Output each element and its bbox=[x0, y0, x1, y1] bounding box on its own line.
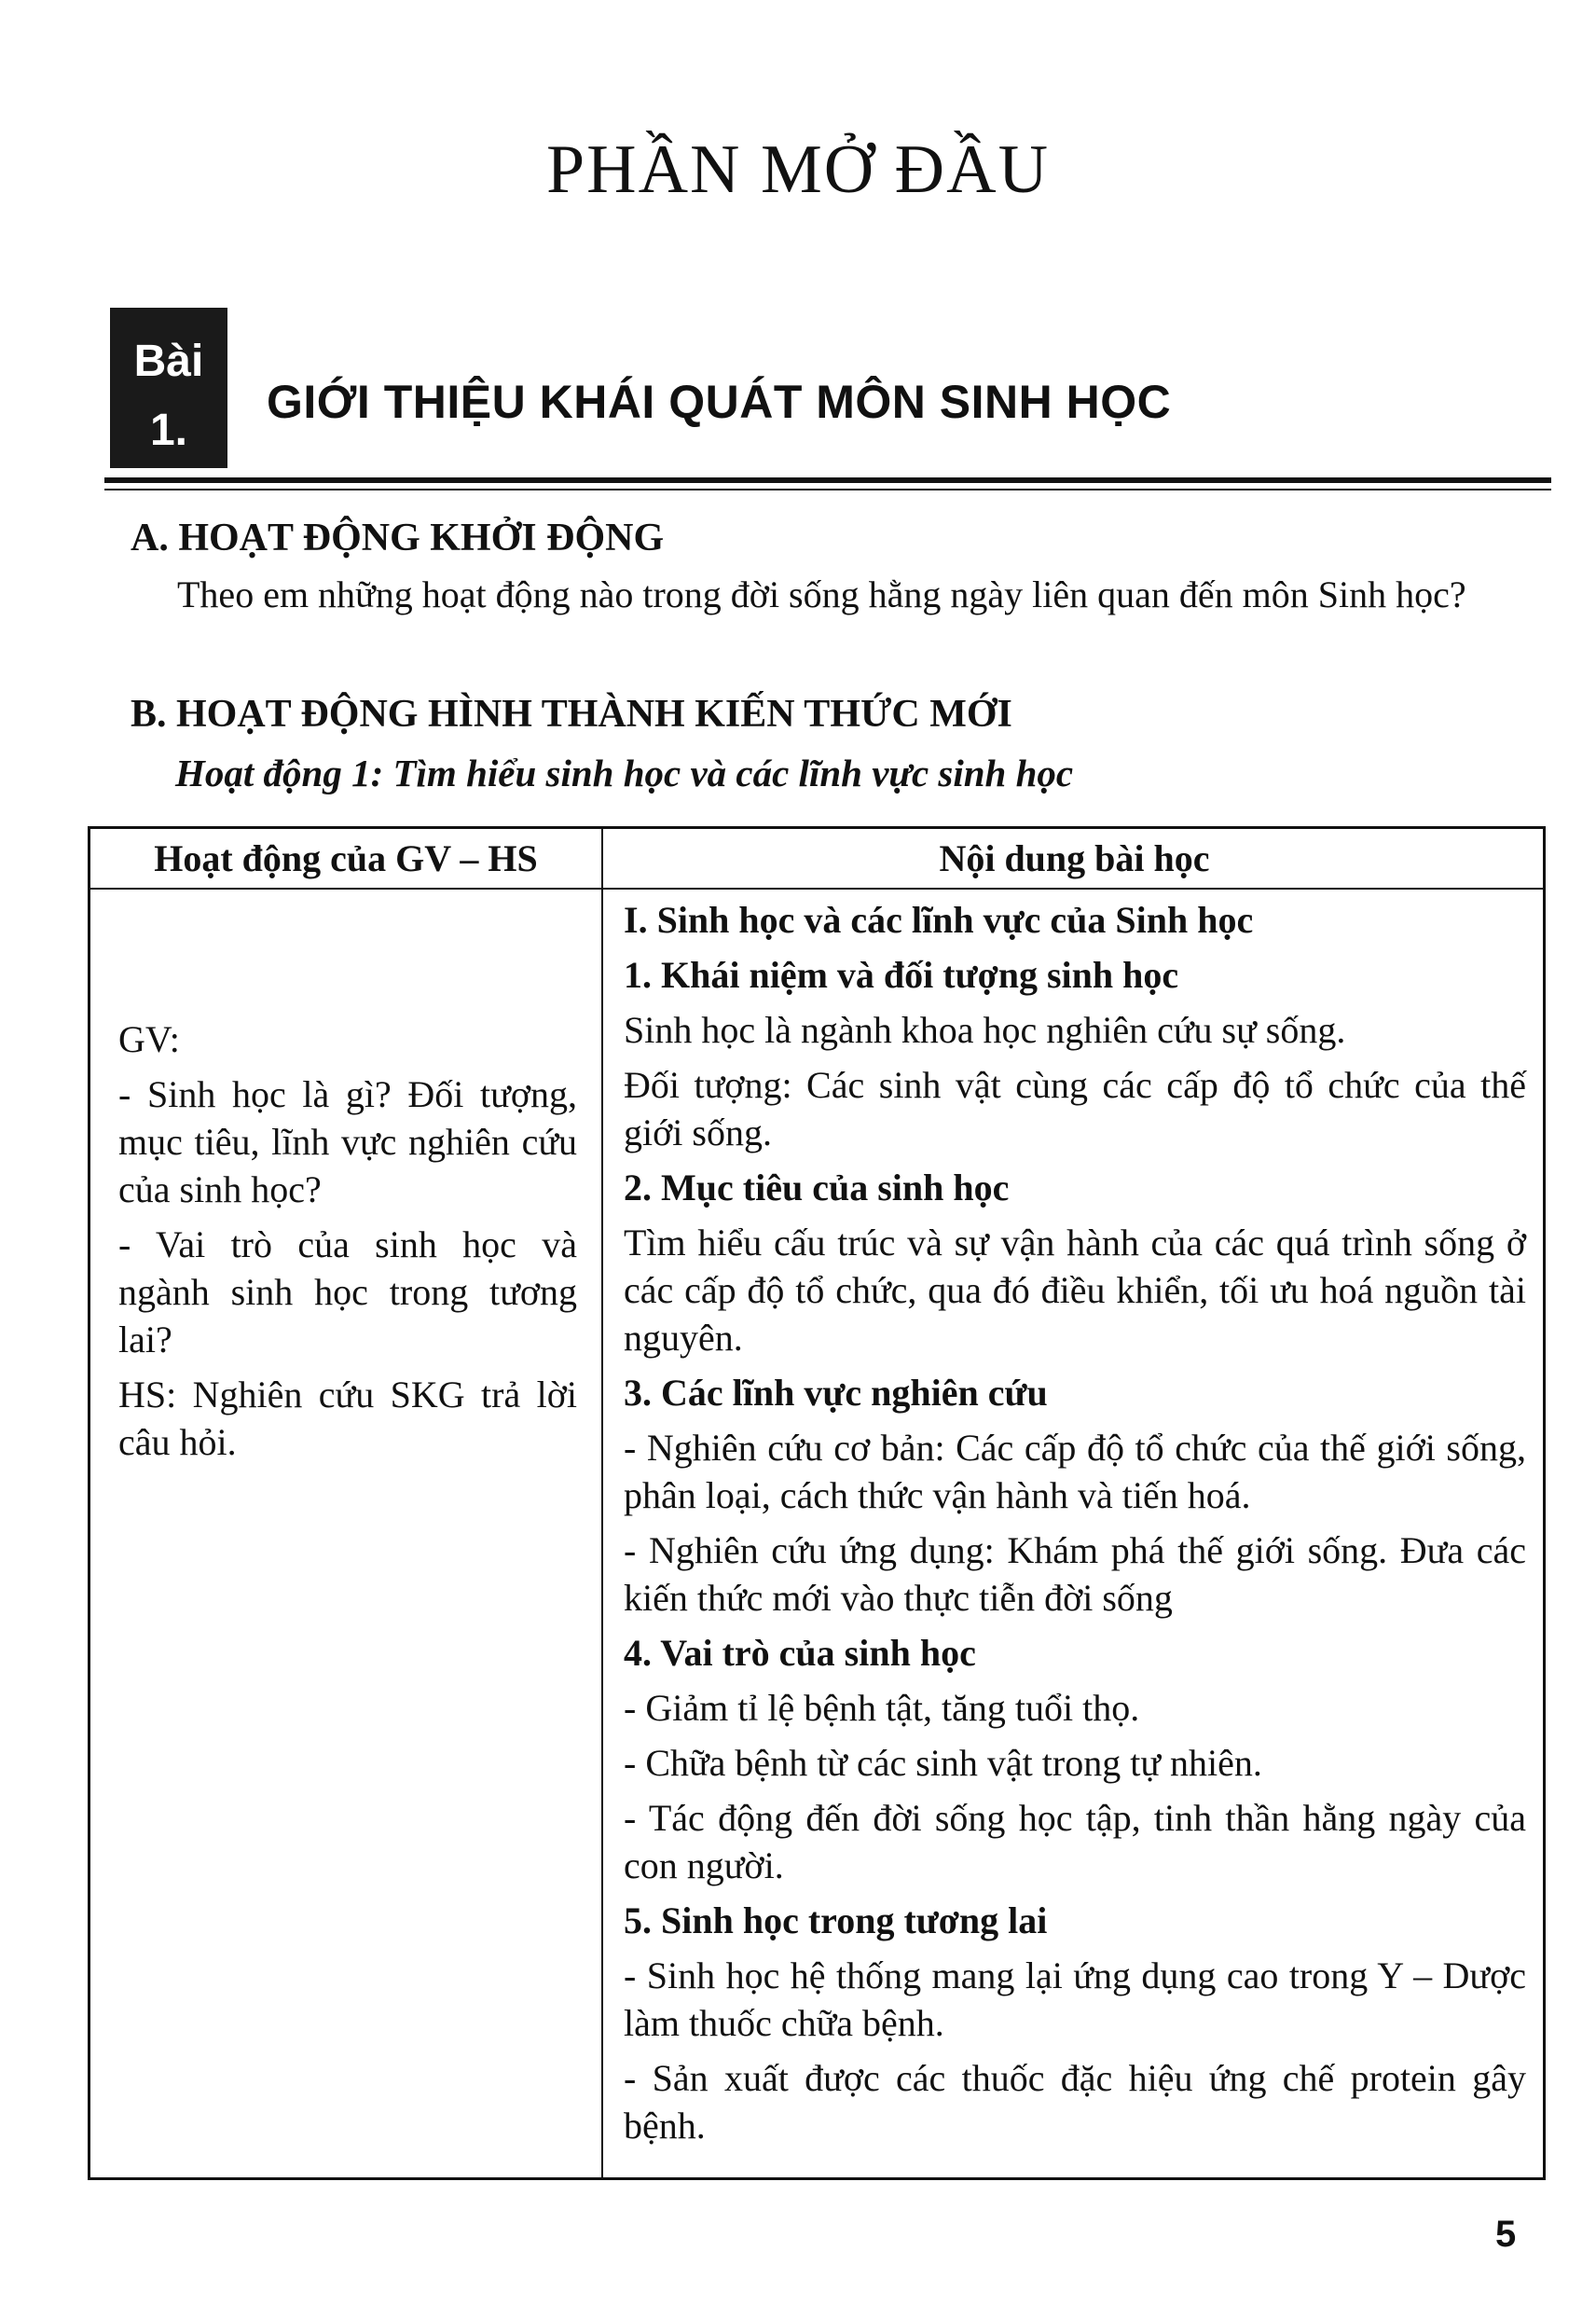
content-heading-5: 5. Sinh học trong tương lai bbox=[624, 1899, 1048, 1941]
content-paragraph: - Chữa bệnh từ các sinh vật trong tự nhiên. bbox=[624, 1742, 1262, 1784]
content-paragraph: Đối tượng: Các sinh vật cùng các cấp độ tổ chức của thế giới sống. bbox=[624, 1064, 1526, 1153]
lesson-table bbox=[88, 826, 1546, 2180]
content-heading-1: 1. Khái niệm và đối tượng sinh học bbox=[624, 954, 1179, 996]
title-rule-thick bbox=[104, 477, 1551, 483]
content-paragraph: - Tác động đến đời sống học tập, tinh thần hằng ngày của con người. bbox=[624, 1797, 1526, 1886]
content-paragraph: - Nghiên cứu ứng dụng: Khám phá thế giới sống. Đưa các kiến thức mới vào thực tiễn đời sống bbox=[624, 1529, 1526, 1619]
table-header-content: Nội dung bài học bbox=[939, 837, 1210, 879]
content-heading-4: 4. Vai trò của sinh học bbox=[624, 1632, 976, 1674]
section-b-heading: B. HOẠT ĐỘNG HÌNH THÀNH KIẾN THỨC MỚI bbox=[131, 693, 1012, 736]
gv-question-2: - Vai trò của sinh học và ngành sinh học trong tương lai? bbox=[118, 1223, 577, 1360]
hs-instruction: HS: Nghiên cứu SKG trả lời câu hỏi. bbox=[118, 1374, 577, 1463]
section-a-text: Theo em những hoạt động nào trong đời sống hằng ngày liên quan đến môn Sinh học? bbox=[177, 573, 1466, 615]
table-right-column bbox=[624, 896, 1526, 2157]
section-a-heading: A. HOẠT ĐỘNG KHỞI ĐỘNG bbox=[131, 517, 665, 559]
activity-title: Hoạt động 1: Tìm hiểu sinh học và các lĩnh vực sinh học bbox=[175, 752, 1074, 794]
table-header-teacher-student: Hoạt động của GV – HS bbox=[154, 837, 538, 879]
content-heading-3: 3. Các lĩnh vực nghiên cứu bbox=[624, 1372, 1048, 1414]
content-heading-2: 2. Mục tiêu của sinh học bbox=[624, 1167, 1010, 1208]
table-column-divider bbox=[601, 829, 603, 2177]
gv-question-1: - Sinh học là gì? Đối tượng, mục tiêu, lĩnh vực nghiên cứu của sinh học? bbox=[118, 1073, 577, 1210]
page-number: 5 bbox=[1495, 2214, 1517, 2255]
table-header-divider bbox=[90, 888, 1543, 890]
table-left-column bbox=[118, 1015, 577, 1473]
part-title: PHẦN MỞ ĐẦU bbox=[545, 131, 1051, 208]
gv-label: GV: bbox=[118, 1018, 180, 1060]
content-paragraph: - Giảm tỉ lệ bệnh tật, tăng tuổi thọ. bbox=[624, 1687, 1140, 1729]
title-rule-thin bbox=[104, 489, 1551, 490]
lesson-badge bbox=[110, 308, 227, 468]
content-main-heading: I. Sinh học và các lĩnh vực của Sinh học bbox=[624, 899, 1254, 941]
content-paragraph: Sinh học là ngành khoa học nghiên cứu sự sống. bbox=[624, 1009, 1346, 1051]
content-paragraph: - Sản xuất được các thuốc đặc hiệu ứng chế protein gây bệnh. bbox=[624, 2057, 1526, 2147]
lesson-badge-word: Bài bbox=[133, 337, 204, 386]
content-paragraph: - Sinh học hệ thống mang lại ứng dụng cao trong Y – Dược làm thuốc chữa bệnh. bbox=[624, 1954, 1526, 2044]
content-paragraph: - Nghiên cứu cơ bản: Các cấp độ tổ chức của thế giới sống, phân loại, cách thức vận hành và tiến hoá. bbox=[624, 1427, 1526, 1516]
lesson-badge-number: 1. bbox=[149, 406, 188, 455]
lesson-title: GIỚI THIỆU KHÁI QUÁT MÔN SINH HỌC bbox=[267, 376, 1172, 428]
content-paragraph: Tìm hiểu cấu trúc và sự vận hành của các quá trình sống ở các cấp độ tổ chức, qua đó điều khiển, tối ưu hoá nguồn tài nguyên. bbox=[624, 1222, 1526, 1359]
